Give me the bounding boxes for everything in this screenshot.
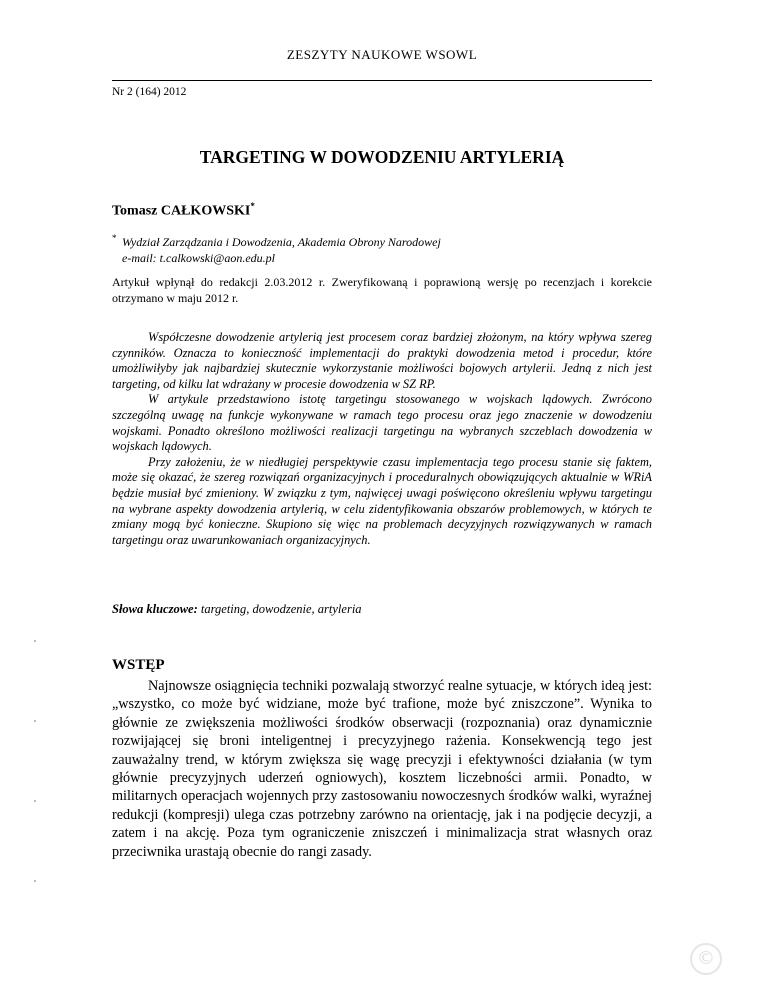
keywords bbox=[112, 602, 362, 617]
keywords-text: targeting, dowodzenie, artyleria bbox=[200, 602, 362, 616]
received-note: Artykuł wpłynął do redakcji 2.03.2012 r. Zweryfikowaną i poprawioną wersję po recenzjach i korekcie otrzymano w maju 2012 r. bbox=[112, 275, 652, 305]
affiliation-mark: * bbox=[112, 233, 117, 243]
affiliation: Wydział Zarządzania i Dowodzenia, Akademia Obrony Narodowej bbox=[122, 235, 441, 249]
header-rule bbox=[112, 80, 652, 81]
abstract-paragraph: Przy założeniu, że w niedługiej perspektywie czasu implementacja tego procesu stanie się faktem, może się okazać, że szereg rozwiązań organizacyjnych i proceduralnych obowiązujących aktualnie w WRiA będzie musiał być zmieniony. W związku z tym, najwięcej uwagi poświęcono określeniu wpływu targetingu na wybrane aspekty dowodzenia artylerią, w celu zidentyfikowania obszarów problemowych, w których te zmiany mogą być konieczne. Skupiono się więc na problemach decyzyjnych rozwiązywanych w ramach targetingu oraz uwarunkowaniach organizacyjnych. bbox=[112, 454, 652, 547]
author-footnote-mark: * bbox=[250, 201, 255, 211]
margin-mark bbox=[34, 720, 36, 722]
margin-mark bbox=[34, 640, 36, 642]
copyright-seal-icon: © bbox=[690, 943, 722, 975]
abstract bbox=[112, 330, 652, 548]
keywords-label: Słowa kluczowe: bbox=[112, 602, 198, 616]
section-body bbox=[112, 677, 652, 861]
affiliation-block bbox=[112, 234, 441, 266]
margin-mark bbox=[34, 800, 36, 802]
article-title: TARGETING W DOWODZENIU ARTYLERIĄ bbox=[199, 147, 565, 167]
author-name: Tomasz CAŁKOWSKI bbox=[112, 203, 251, 219]
body-paragraph: Najnowsze osiągnięcia techniki pozwalają stworzyć realne sytuacje, w których ideą jest: „wszystko, co może być widziane, może być trafione, może być zniszczone”. Wynika to głównie ze zwiększenia możliwości środków obserwacji (rozpoznania) oraz dynamicznie rozwijającej się broni inteligentnej i precyzyjnego rażenia. Konsekwencją tego jest zauważalny trend, w którym zwiększa się wagę precyzji i efektywności działania (w tym głównie precyzyjnych uderzeń ogniowych), kosztem liczebności armii. Ponadto, w militarnych operacjach wojennych przy zastosowaniu nowoczesnych środków walki, wyraźnej redukcji (kompresji) ulega czas potrzebny zarówno na orientację, jak i na podjęcie decyzji, a zatem i na akcję. Poza tym ograniczenie zniszczeń i minimalizacja strat własnych oraz przeciwnika urastają obecnie do rangi zasady. bbox=[112, 678, 652, 860]
section-heading: WSTĘP bbox=[112, 657, 165, 673]
issue-number: Nr 2 (164) 2012 bbox=[112, 86, 187, 98]
abstract-paragraph: W artykule przedstawiono istotę targetingu stosowanego w wojskach lądowych. Zwrócono szczególną uwagę na funkcje wykonywane w ramach tego procesu oraz jego znaczenie w dowodzeniu wojskami. Ponadto określono możliwości realizacji targetingu na wybranych szczeblach dowodzenia w wojskach lądowych. bbox=[112, 392, 652, 454]
author bbox=[112, 201, 255, 220]
abstract-paragraph: Współczesne dowodzenie artylerią jest procesem coraz bardziej złożonym, na który wpływa szereg czynników. Oznacza to konieczność implementacji do praktyki dowodzenia metod i procedur, które umożliwiłyby jak najbardziej skutecznie wykorzystanie możliwości bojowych artylerii. Jedną z nich jest targeting, od kilku lat wdrażany w procesie dowodzenia w SZ RP. bbox=[112, 330, 652, 391]
journal-title: ZESZYTY NAUKOWE WSOWL bbox=[286, 47, 478, 62]
author-email: e-mail: t.calkowski@aon.edu.pl bbox=[122, 251, 276, 265]
margin-mark bbox=[34, 880, 36, 882]
